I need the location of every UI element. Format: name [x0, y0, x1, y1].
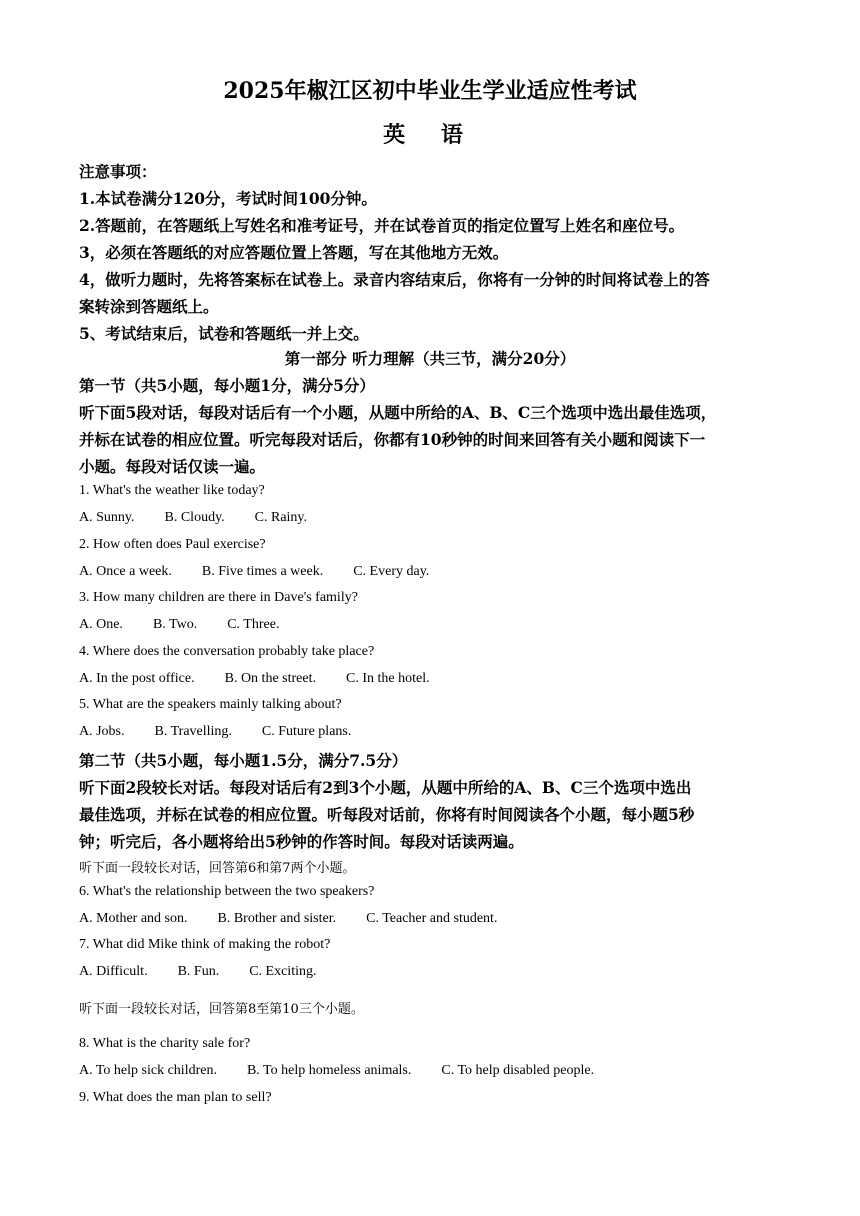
note-item: 案转涂到答题纸上。 — [79, 297, 219, 316]
note-item: 4，做听力题时，先将答案标在试卷上。录音内容结束后，你将有一分钟的时间将试卷上的答 — [79, 270, 710, 289]
option-c: C. In the hotel. — [345, 671, 430, 686]
section2-instructions: 听下面2段较长对话。每段对话后有2到3个小题，从题中所给的A、B、C三个选项中选出 — [79, 778, 692, 797]
note-item: 1.本试卷满分120分，考试时间100分钟。 — [79, 189, 377, 208]
option-a: A. To help sick children. — [79, 1063, 217, 1078]
dialog1-intro: 听下面一段较长对话，回答第6和第7两个小题。 — [79, 861, 356, 876]
option-a: A. Mother and son. — [79, 911, 188, 926]
section1-instructions: 小题。每段对话仅读一遍。 — [79, 457, 266, 476]
option-c: C. Every day. — [353, 564, 430, 579]
question-3: 3. How many children are there in Dave's family? — [79, 590, 358, 605]
option-a: A. In the post office. — [79, 671, 195, 686]
option-b: B. On the street. — [224, 671, 316, 686]
options-6 — [79, 911, 789, 927]
note-item: 3，必须在答题纸的对应答题位置上答题，写在其他地方无效。 — [79, 243, 509, 262]
option-b: B. Five times a week. — [201, 564, 324, 579]
option-a: A. Sunny. — [79, 510, 135, 525]
question-5: 5. What are the speakers mainly talking about? — [79, 697, 342, 712]
exam-title: 2025年椒江区初中毕业生学业适应性考试 — [223, 78, 637, 104]
section1-heading: 第一节（共5小题，每小题1分，满分5分） — [79, 376, 375, 395]
option-c: C. Three. — [227, 617, 280, 632]
note-item: 2.答题前，在答题纸上写姓名和准考证号，并在试卷首页的指定位置写上姓名和座位号。 — [79, 216, 685, 235]
question-1: 1. What's the weather like today? — [79, 483, 265, 498]
option-c: C. Teacher and student. — [366, 911, 498, 926]
section2-instructions: 最佳选项，并标在试卷的相应位置。听每段对话前，你将有时间阅读各个小题，每小题5秒 — [79, 805, 695, 824]
option-a: A. Jobs. — [79, 724, 125, 739]
option-b: B. Fun. — [177, 964, 220, 979]
option-c: C. To help disabled people. — [441, 1063, 595, 1078]
subject-title: 英 语 — [383, 122, 477, 148]
option-b: B. Travelling. — [154, 724, 232, 739]
notes-heading: 注意事项： — [79, 162, 157, 181]
options-5 — [79, 724, 789, 740]
section1-instructions: 并标在试卷的相应位置。听完每段对话后，你都有10秒钟的时间来回答有关小题和阅读下一 — [79, 430, 706, 449]
option-c: C. Exciting. — [249, 964, 317, 979]
options-7 — [79, 964, 789, 980]
option-c: C. Rainy. — [254, 510, 308, 525]
options-4 — [79, 671, 789, 687]
option-a: A. Difficult. — [79, 964, 148, 979]
question-2: 2. How often does Paul exercise? — [79, 537, 266, 552]
question-4: 4. Where does the conversation probably take place? — [79, 644, 375, 659]
question-7: 7. What did Mike think of making the robot? — [79, 937, 331, 952]
options-1 — [79, 510, 789, 526]
question-9: 9. What does the man plan to sell? — [79, 1090, 272, 1105]
note-item: 5、考试结束后，试卷和答题纸一并上交。 — [79, 324, 369, 343]
options-3 — [79, 617, 789, 633]
part1-heading: 第一部分 听力理解（共三节，满分20分） — [284, 349, 576, 368]
question-6: 6. What's the relationship between the two speakers? — [79, 884, 375, 899]
options-2 — [79, 564, 789, 580]
options-8 — [79, 1063, 789, 1079]
option-b: B. Two. — [152, 617, 198, 632]
option-b: B. Brother and sister. — [217, 911, 337, 926]
option-b: B. Cloudy. — [164, 510, 225, 525]
option-a: A. One. — [79, 617, 123, 632]
option-b: B. To help homeless animals. — [246, 1063, 412, 1078]
option-a: A. Once a week. — [79, 564, 172, 579]
section2-instructions: 钟；听完后，各小题将给出5秒钟的作答时间。每段对话读两遍。 — [79, 832, 524, 851]
question-8: 8. What is the charity sale for? — [79, 1036, 251, 1051]
dialog2-intro: 听下面一段较长对话，回答第8至第10三个小题。 — [79, 1002, 364, 1017]
section1-instructions: 听下面5段对话，每段对话后有一个小题，从题中所给的A、B、C三个选项中选出最佳选项， — [79, 403, 717, 422]
option-c: C. Future plans. — [261, 724, 352, 739]
section2-heading: 第二节（共5小题，每小题1.5分，满分7.5分） — [79, 751, 408, 770]
